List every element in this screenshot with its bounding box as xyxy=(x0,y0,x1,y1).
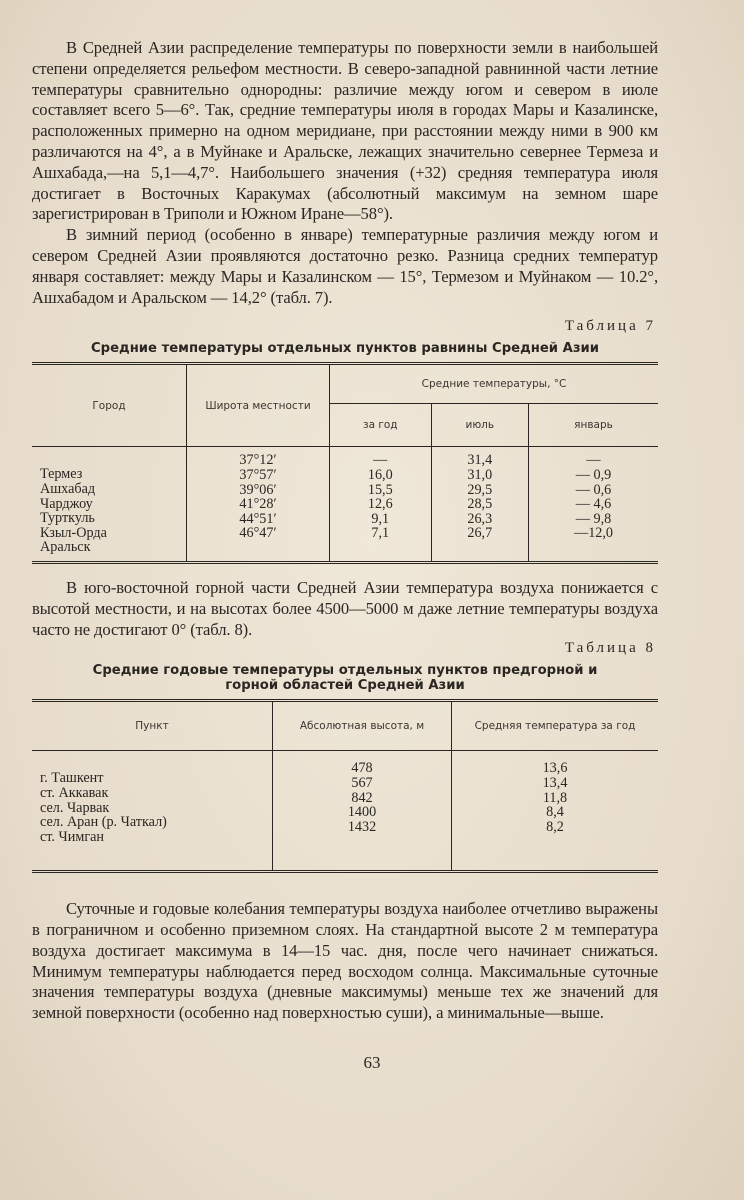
table8-col-point xyxy=(32,751,273,872)
table-cell: 9,1 xyxy=(371,510,390,527)
table7-header-year: за год xyxy=(330,404,432,447)
table-cell: 7,1 xyxy=(371,525,390,542)
table8-col-temp xyxy=(452,751,659,872)
table7-body xyxy=(32,447,658,563)
table8-header-point: Пункт xyxy=(32,701,273,751)
table-cell: 37°12′ xyxy=(239,452,277,469)
table-cell: ст. Аккавак xyxy=(40,784,109,801)
table7-header-july: июль xyxy=(431,404,529,447)
table8-header-temp: Средняя температура за год xyxy=(452,701,659,751)
table-cell: 41°28′ xyxy=(239,496,277,513)
table-cell: 39°06′ xyxy=(239,481,277,498)
table7-header-january: январь xyxy=(529,404,658,447)
table-cell: 28,5 xyxy=(467,496,493,513)
table-cell: г. Ташкент xyxy=(40,770,104,787)
table-cell: Термез xyxy=(40,466,83,483)
table7-col-latitude xyxy=(187,447,330,563)
table7-title: Средние температуры отдельных пунктов равнины Средней Азии xyxy=(90,341,599,357)
table8-body xyxy=(32,751,658,872)
table8-col-altitude xyxy=(273,751,452,872)
table-cell: 1432 xyxy=(347,818,377,835)
table-cell: Турткуль xyxy=(40,510,95,527)
table-cell: 567 xyxy=(351,774,373,791)
table8-block xyxy=(32,640,658,873)
table7-col-city xyxy=(32,447,187,563)
table-cell: ст. Чимган xyxy=(40,828,105,845)
table7-col-july xyxy=(431,447,529,563)
table-cell: Кзыл-Орда xyxy=(40,524,107,541)
table-cell: Чарджоу xyxy=(40,495,93,512)
table-cell: —12,0 xyxy=(574,525,614,542)
table-cell: 11,8 xyxy=(542,789,568,806)
table7-header-latitude: Широта местности xyxy=(187,364,330,447)
table-cell: 15,5 xyxy=(367,481,393,498)
table-cell: — 4,6 xyxy=(575,496,612,513)
table7-col-january xyxy=(529,447,658,563)
table-cell: 37°57′ xyxy=(239,466,277,483)
table-cell: 8,2 xyxy=(546,818,564,835)
table-cell: 16,0 xyxy=(367,466,393,483)
table8 xyxy=(32,699,658,873)
table7-header-city: Город xyxy=(32,364,187,447)
table7-col-year xyxy=(330,447,432,563)
table-cell: 26,7 xyxy=(467,525,493,542)
table-cell: 44°51′ xyxy=(239,510,277,527)
table-cell: 478 xyxy=(351,760,373,777)
table-cell: — xyxy=(586,452,601,469)
paragraph-relief: В Средней Азии распределение температуры по поверхности земли в наибольшей степени определяется рельефом местности. В северо-западной равнинной части летние температуры сравнительно однородны: различие между югом и севером в июле составляет всего 5—6°. Так, средние температуры июля в городах Мары и Казалинске, расположенных примерно на одном меридиане, при расстоянии между ними в 900 км различаются на 4°, а в Муйнаке и Аральске, лежащих значительно севернее Термеза и Ашхабада,—на 5,1—4,7°. Наибольшего значения (+32) средняя температура июля достигает в Восточных Каракумах (абсолютный максимум на земном шаре зарегистрирован в Триполи и Южном Иране—58°). xyxy=(32,38,658,224)
table8-caption: Таблица 8 xyxy=(564,640,656,657)
table-cell: 29,5 xyxy=(467,481,493,498)
page-number: 63 xyxy=(363,1053,381,1072)
table-cell: сел. Чарвак xyxy=(40,799,110,816)
table-cell: 12,6 xyxy=(367,496,393,513)
table7-block xyxy=(32,318,658,564)
paragraph-winter: В зимний период (особенно в январе) температурные различия между югом и севером Средней Азии проявляются достаточно резко. Разница средних температур января составляет: между Мары и Казалинском — 15°, Термезом и Муйнаком — 10.2°, Ашхабадом и Аральском — 14,2° (табл. 7). xyxy=(32,225,658,307)
table-cell: 1400 xyxy=(347,804,377,821)
paragraph-mountain: В юго-восточной горной части Средней Азии температура воздуха понижается с высотой местности, и на высотах более 4500—5000 м даже летние температуры воздуха часто не достигают 0° (табл. 8). xyxy=(32,577,658,639)
table-cell: — 0,9 xyxy=(575,466,612,483)
table8-header-altitude: Абсолютная высота, м xyxy=(273,701,452,751)
table-cell: 13,4 xyxy=(542,774,568,791)
table7-header-group: Средние температуры, °С xyxy=(330,364,659,404)
table-cell: 31,0 xyxy=(467,466,493,483)
table-cell: 26,3 xyxy=(467,510,493,527)
table7 xyxy=(32,362,658,564)
table-cell: 13,6 xyxy=(542,760,568,777)
table7-caption: Таблица 7 xyxy=(564,318,656,335)
table-cell: 31,4 xyxy=(467,452,493,469)
table-cell: 842 xyxy=(351,789,373,806)
table-cell: 46°47′ xyxy=(239,525,277,542)
table-cell: 8,4 xyxy=(546,804,564,821)
table8-title-line2: горной областей Средней Азии xyxy=(225,678,465,694)
table-cell: Ашхабад xyxy=(40,480,96,497)
table-cell: Аральск xyxy=(40,539,91,556)
table-cell: — xyxy=(373,452,388,469)
paragraph-daily-variation: Суточные и годовые колебания температуры воздуха наиболее отчетливо выражены в пограничном и особенно приземном слоях. На стандартной высоте 2 м температура воздуха достигает максимума в 14—15 час. дня, после чего начинает снижаться. Минимум температуры наблюдается перед восходом солнца. Максимальные суточные значения температуры воздуха (дневные максимумы) меньше тех же значений для земной поверхности (особенно над поверхностью суши), а минимальные—выше. xyxy=(32,899,658,1023)
table-cell: — 0,6 xyxy=(575,481,612,498)
table8-title xyxy=(32,663,658,693)
table8-title-line1: Средние годовые температуры отдельных пунктов предгорной и xyxy=(92,663,598,679)
table-cell: сел. Аран (р. Чаткал) xyxy=(40,814,167,831)
table-cell: — 9,8 xyxy=(575,510,612,527)
